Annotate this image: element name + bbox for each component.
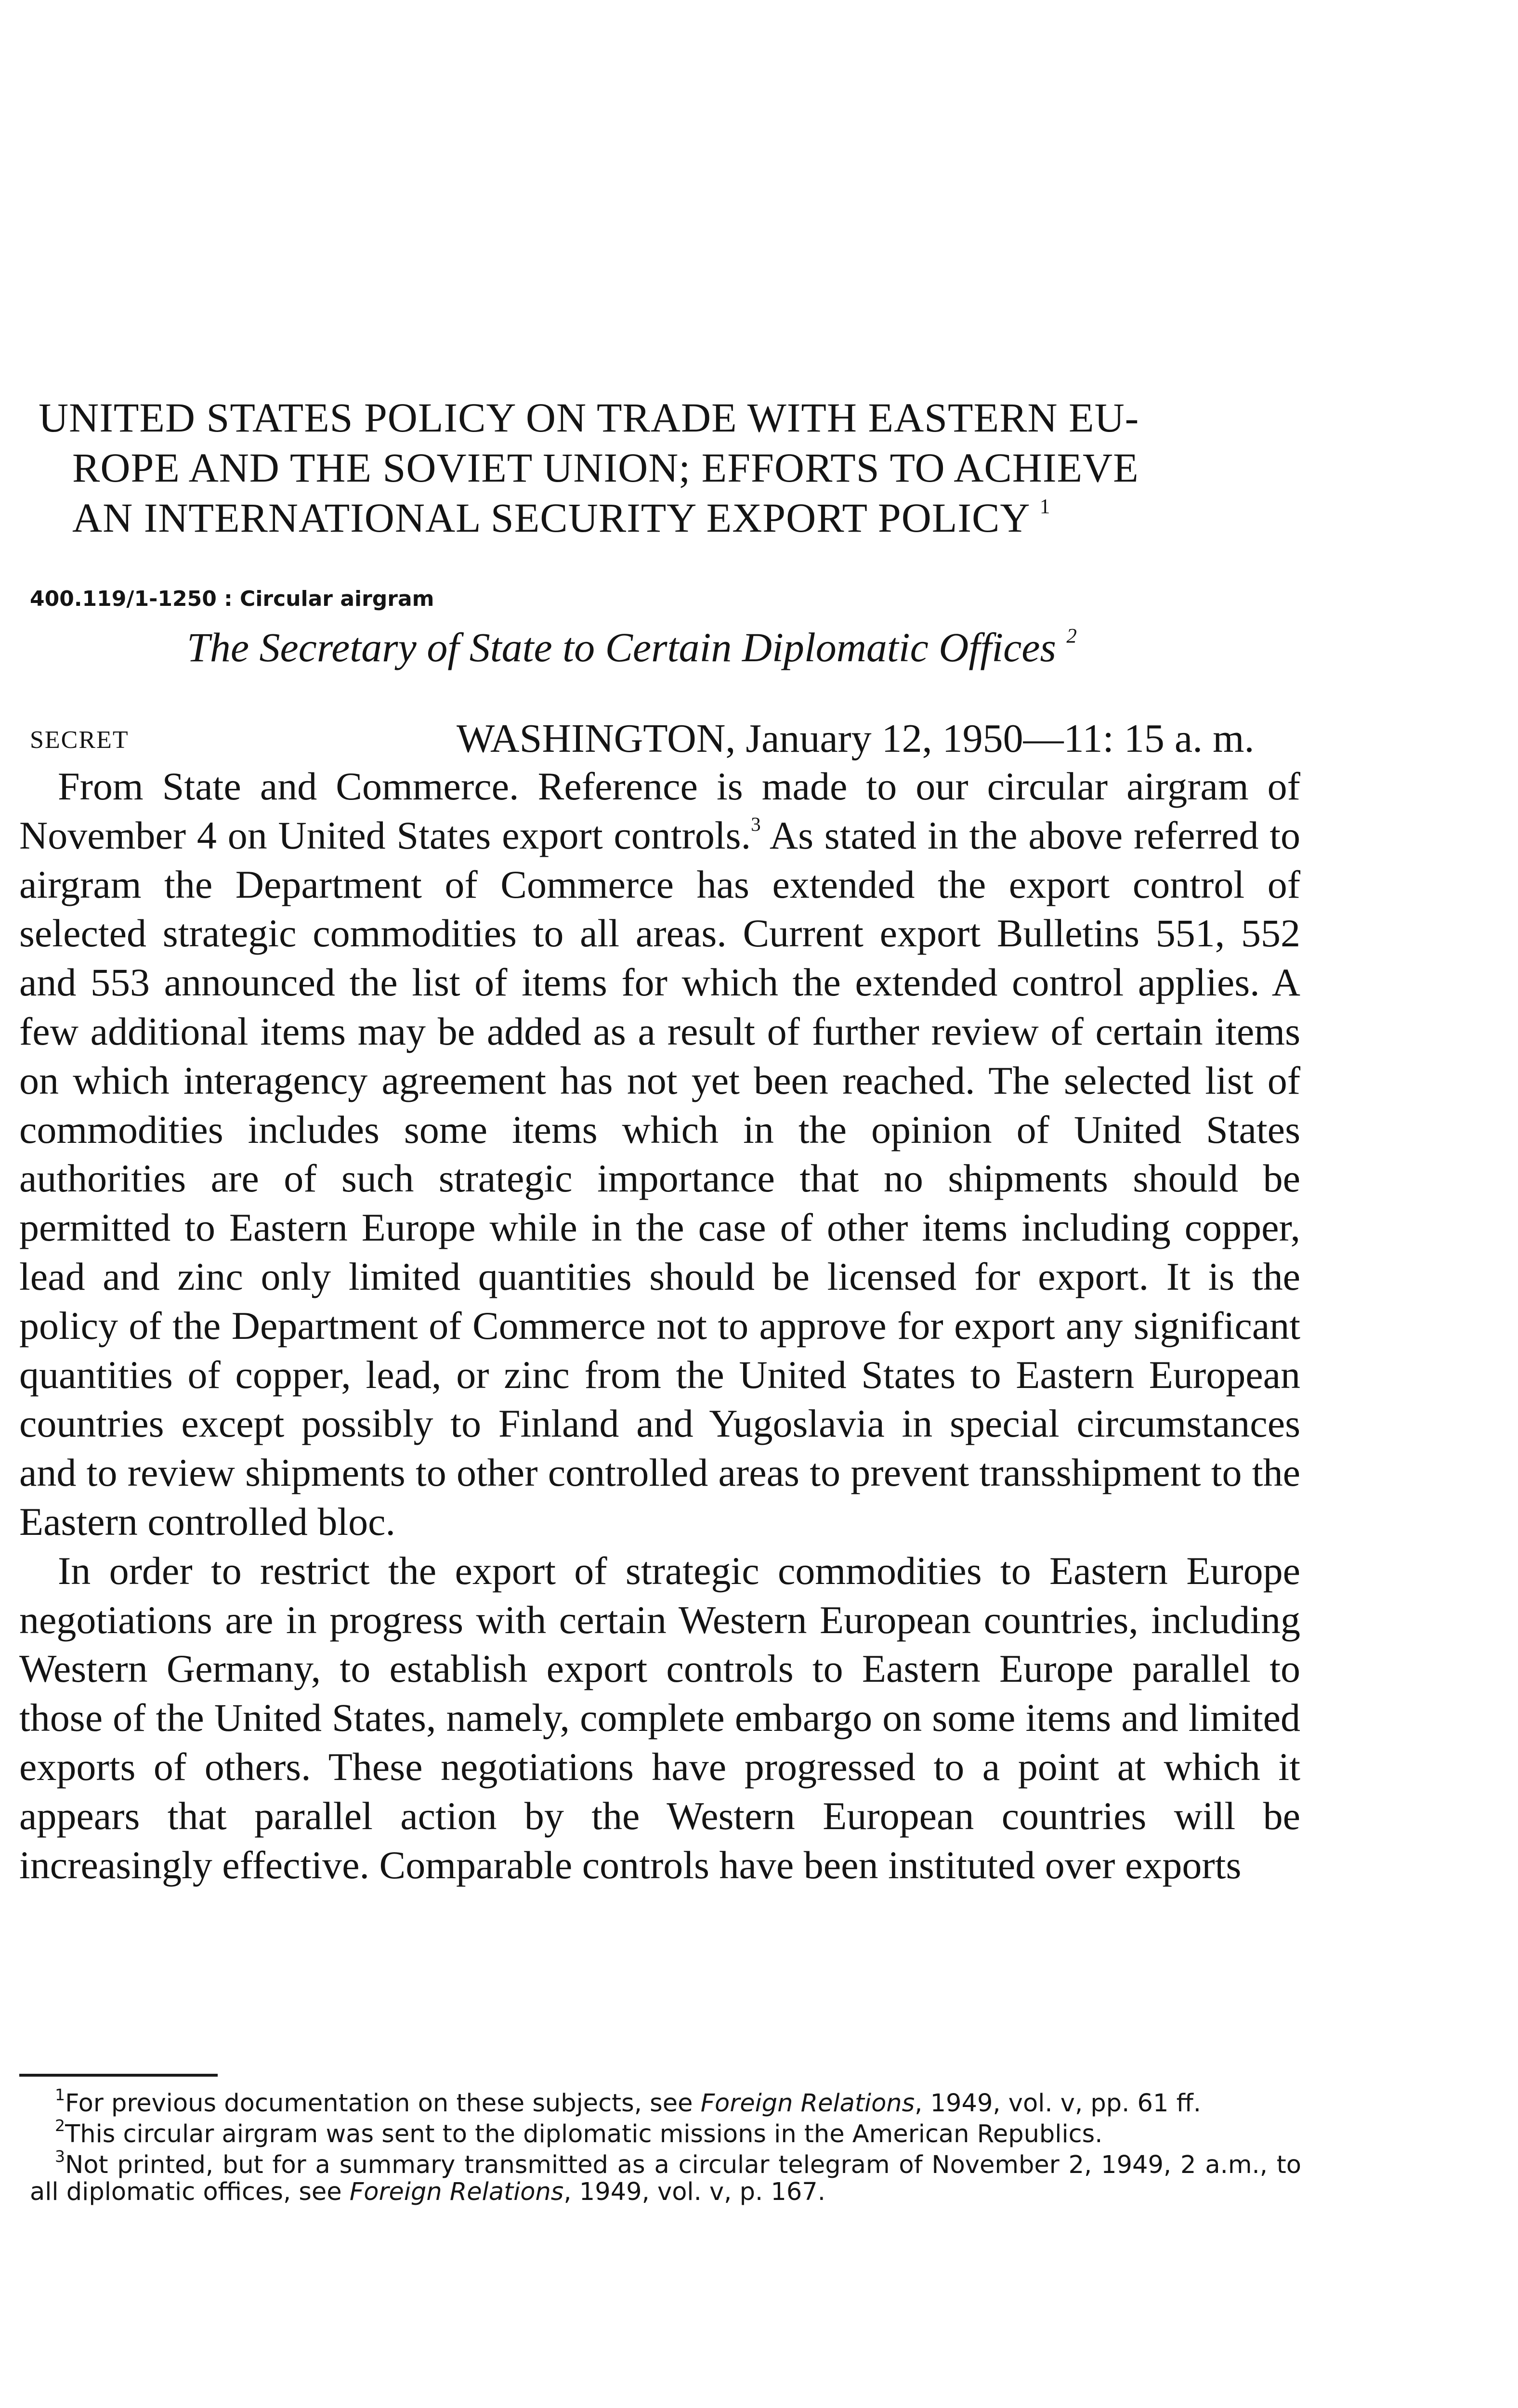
footnote-1-text-a: For previous documentation on these subjects, see (65, 2089, 701, 2118)
heading-line-1: UNITED STATES POLICY ON TRADE WITH EASTERN EU- (39, 394, 1139, 441)
sender-line (187, 622, 1077, 672)
sender-text: The Secretary of State to Certain Diplomatic Offices (187, 624, 1056, 670)
classification-label: SECRET (30, 726, 129, 754)
footnote-1-text-b: , 1949, vol. v, pp. 61 ff. (915, 2089, 1202, 2118)
footnote-2 (30, 2116, 1301, 2148)
dateline: WASHINGTON, January 12, 1950—11: 15 a. m. (457, 716, 1255, 761)
sender-footnote-mark: 2 (1066, 625, 1077, 648)
heading-footnote-mark: 1 (1039, 495, 1051, 518)
heading-line-3-text: AN INTERNATIONAL SECURITY EXPORT POLICY (72, 495, 1029, 541)
footnotes (30, 2085, 1301, 2210)
chapter-heading (39, 393, 1320, 543)
body-text (19, 762, 1300, 1889)
footnote-2-mark: 2 (55, 2116, 65, 2135)
footnote-1-mark: 1 (55, 2085, 65, 2104)
footnote-1-title: Foreign Relations (700, 2089, 915, 2118)
document-reference: 400.119/1-1250 : Circular airgram (30, 587, 434, 611)
paragraph-1-part-2: As stated in the above referred to airgram the Department of Commerce has extended the export control of selected strategic commodities to all areas. Current export Bulletins 551, 552 and 553 announced the list of items for which the extended control applies. A few additional items may be added as a result of further review of certain items on which interagency agreement has not yet been reached. The selected list of commodities includes some items which in the opinion of United States authorities are of such strategic importance that no shipments should be permitted to Eastern Europe while in the case of other items including copper, lead and zinc only limited quantities should be licensed for export. It is the policy of the Department of Commerce not to approve for export any significant quantities of copper, lead, or zinc from the United States to Eastern European countries except possibly to Finland and Yugoslavia in special circumstances and to review shipments to other controlled areas to prevent transshipment to the Eastern controlled bloc. (19, 813, 1300, 1544)
paragraph-1-footnote-mark: 3 (751, 812, 761, 835)
footnote-3 (30, 2146, 1301, 2206)
footnote-2-text: This circular airgram was sent to the diplomatic missions in the American Republics. (65, 2120, 1103, 2148)
heading-line-2: ROPE AND THE SOVIET UNION; EFFORTS TO ACHIEVE (72, 445, 1139, 491)
footnote-1 (30, 2085, 1301, 2118)
paragraph-1-part-1: From State and Commerce. Reference is made to our circular airgram of November 4 on United States export controls. (19, 764, 1300, 857)
footnote-3-text-b: , 1949, vol. v, p. 167. (563, 2178, 825, 2206)
body-paragraph-1 (19, 762, 1300, 1546)
footnote-3-title: Foreign Relations (349, 2178, 564, 2206)
footnote-3-text-a: Not printed, but for a summary transmitted as a circular telegram of November 2, 1949, 2 a.m., to all diplomatic offices, see (30, 2151, 1301, 2206)
heading-line-3 (39, 493, 1320, 543)
footnote-separator (19, 2074, 218, 2077)
body-paragraph-2: In order to restrict the export of strategic commodities to Eastern Europe negotiations are in progress with certain Western European countries, including Western Germany, to establish export controls to Eastern Europe parallel to those of the United States, namely, complete embargo on some items and limited exports of others. These negotiations have progressed to a point at which it appears that parallel action by the Western European countries will be increasingly effective. Comparable controls have been instituted over exports (19, 1548, 1300, 1887)
footnote-3-mark: 3 (55, 2146, 65, 2166)
